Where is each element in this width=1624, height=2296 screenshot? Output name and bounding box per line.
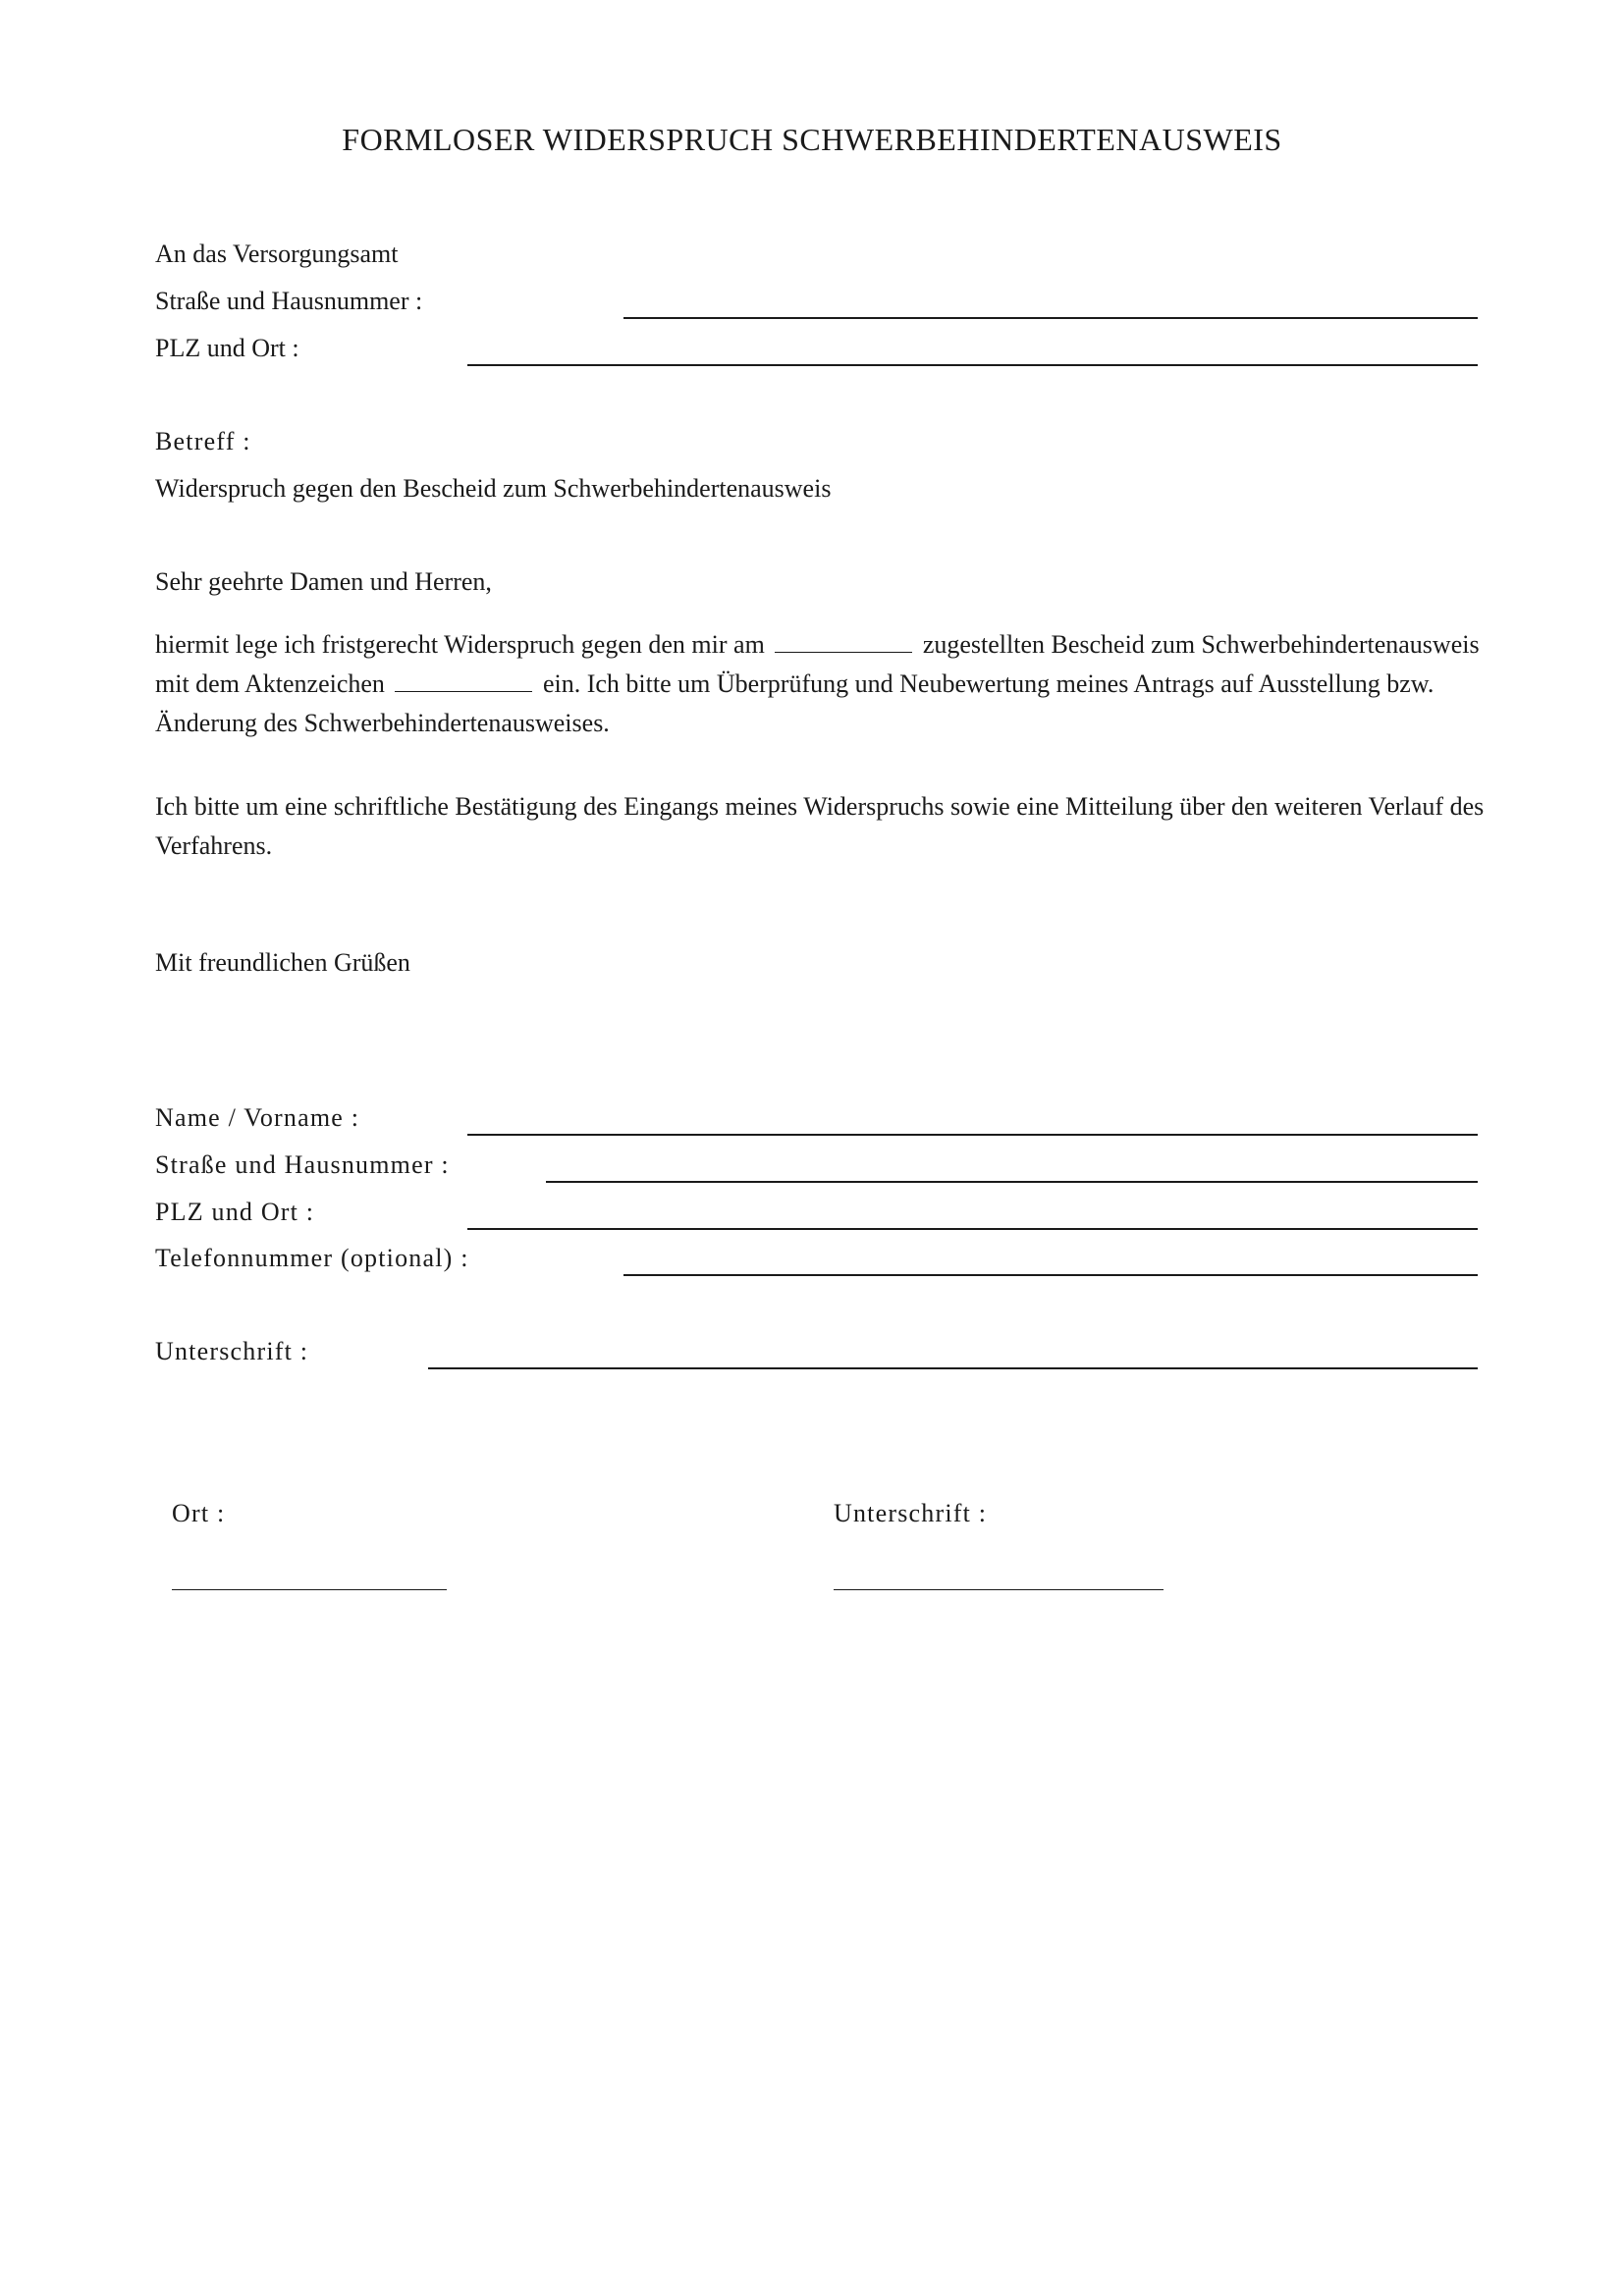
recipient-city-label: PLZ und Ort : <box>155 334 299 362</box>
subject-text: Widerspruch gegen den Bescheid zum Schwerbehindertenausweis <box>155 474 832 503</box>
recipient-line: An das Versorgungsamt <box>155 240 399 268</box>
body-paragraph-1 <box>155 625 1490 743</box>
footer-signature-field[interactable] <box>834 1589 1164 1590</box>
sender-signature-label: Unterschrift : <box>155 1337 309 1365</box>
salutation: Sehr geehrte Damen und Herren, <box>155 567 492 596</box>
body-paragraph-2: Ich bitte um eine schriftliche Bestätigung des Eingangs meines Widerspruchs sowie eine Mitteilung über den weiteren Verlauf des Verfahrens. <box>155 792 1485 860</box>
recipient-street-label: Straße und Hausnummer : <box>155 287 423 315</box>
sender-city-label: PLZ und Ort : <box>155 1198 315 1226</box>
footer-place-field[interactable] <box>172 1589 447 1590</box>
footer-signature-label: Unterschrift : <box>834 1499 988 1527</box>
sender-city-field[interactable] <box>467 1228 1478 1230</box>
sender-street-field[interactable] <box>546 1181 1478 1183</box>
closing: Mit freundlichen Grüßen <box>155 948 410 977</box>
footer-place-label: Ort : <box>172 1499 226 1527</box>
body-p1-part2: zugestellten Bescheid zum Schwerbehindertenausweis mit dem Aktenzeichen <box>155 630 1480 698</box>
sender-signature-field[interactable] <box>428 1367 1478 1369</box>
recipient-street-field[interactable] <box>623 317 1478 319</box>
recipient-city-field[interactable] <box>467 364 1478 366</box>
sender-name-label: Name / Vorname : <box>155 1103 360 1132</box>
sender-name-field[interactable] <box>467 1134 1478 1136</box>
sender-phone-label: Telefonnummer (optional) : <box>155 1244 469 1272</box>
sender-street-label: Straße und Hausnummer : <box>155 1150 450 1179</box>
document-title: FORMLOSER WIDERSPRUCH SCHWERBEHINDERTENAUSWEIS <box>342 122 1282 157</box>
file-number-blank[interactable] <box>395 669 532 692</box>
sender-phone-field[interactable] <box>623 1274 1478 1276</box>
date-blank[interactable] <box>775 630 912 653</box>
subject-label: Betreff : <box>155 427 251 455</box>
body-p1-part3: ein. Ich bitte um Überprüfung und Neubewertung meines Antrags auf Ausstellung bzw. Änderung des Schwerbehindertenausweises. <box>155 669 1435 737</box>
body-p1-part1: hiermit lege ich fristgerecht Widerspruch gegen den mir am <box>155 630 765 659</box>
